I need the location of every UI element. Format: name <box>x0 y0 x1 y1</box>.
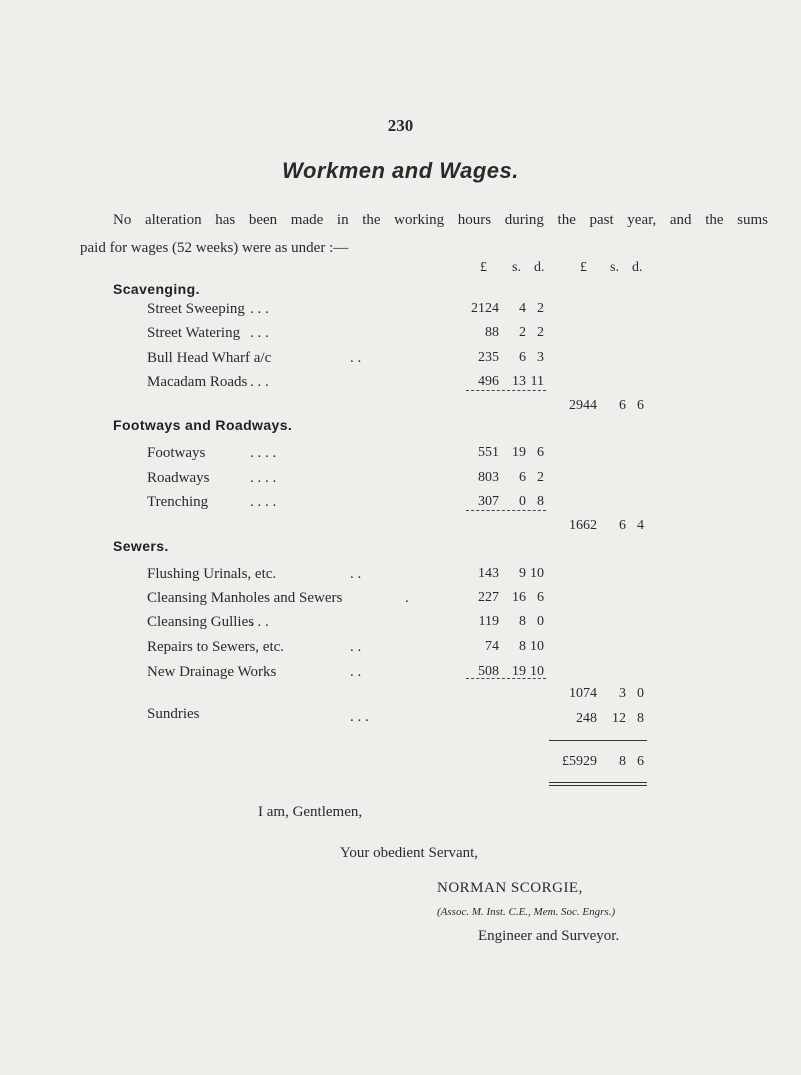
subtotal-rule <box>466 390 546 391</box>
line-item-label: Repairs to Sewers, etc. <box>147 639 285 655</box>
section-total-pounds: 1662 <box>569 518 597 533</box>
line-item-shillings: 2 <box>519 325 526 340</box>
line-item-shillings: 0 <box>519 494 526 509</box>
line-item-shillings: 8 <box>519 639 526 654</box>
closing-servant: Your obedient Servant, <box>340 845 479 861</box>
section-total-shillings: 6 <box>619 518 626 533</box>
signatory-qualifications: (Assoc. M. Inst. C.E., Mem. Soc. Engrs.) <box>437 906 616 918</box>
sundries-pence: 8 <box>637 711 644 726</box>
line-item-pounds: 508 <box>478 664 499 679</box>
signatory-position: Engineer and Surveyor. <box>478 928 620 944</box>
line-item-pence: 10 <box>530 664 544 679</box>
line-item-shillings: 9 <box>519 566 526 581</box>
line-item-label: Trenching <box>147 494 209 510</box>
signatory-name: NORMAN SCORGIE, <box>437 880 583 896</box>
header-pence-total: d. <box>632 260 643 275</box>
line-item-label: Roadways <box>147 470 210 486</box>
grand-total-shillings: 8 <box>619 754 626 769</box>
line-item-shillings: 19 <box>512 664 526 679</box>
line-item-pounds: 119 <box>478 614 499 629</box>
section-total-pounds: 2944 <box>569 398 597 413</box>
line-item-pounds: 143 <box>478 566 499 581</box>
intro-line-2: paid for wages (52 weeks) were as under :— <box>80 240 349 256</box>
line-item-label: Macadam Roads <box>147 374 248 390</box>
section-total-shillings: 6 <box>619 398 626 413</box>
leader-dots: . . . <box>250 374 269 390</box>
line-item-pounds: 551 <box>478 445 499 460</box>
line-item-pence: 2 <box>537 470 544 485</box>
line-item-pence: 2 <box>537 301 544 316</box>
header-shillings-total: s. <box>610 260 619 275</box>
section-heading: Footways and Roadways. <box>113 417 293 433</box>
line-item-shillings: 13 <box>512 374 526 389</box>
line-item-pounds: 235 <box>478 350 499 365</box>
leader-dots: . . <box>350 566 362 582</box>
section-total-pence: 4 <box>637 518 644 533</box>
intro-line-1: No alteration has been made in the working hours during the past year, and the sums <box>113 212 768 228</box>
section-total-pence: 6 <box>637 398 644 413</box>
line-item-shillings: 6 <box>519 470 526 485</box>
subtotal-rule <box>466 510 546 511</box>
line-item-label: Footways <box>147 445 206 461</box>
section-total-shillings: 3 <box>619 686 626 701</box>
section-heading: Scavenging. <box>113 281 200 297</box>
line-item-pence: 0 <box>537 614 544 629</box>
line-item-label: Cleansing Manholes and Sewers <box>147 590 343 606</box>
leader-dots: . <box>405 590 409 606</box>
line-item-pence: 3 <box>537 350 544 365</box>
line-item-pence: 6 <box>537 590 544 605</box>
sundries-label: Sundries <box>147 706 200 722</box>
line-item-pence: 8 <box>537 494 544 509</box>
line-item-shillings: 6 <box>519 350 526 365</box>
line-item-pence: 6 <box>537 445 544 460</box>
leader-dots: . . . <box>250 301 269 317</box>
line-item-label: Cleansing Gullies <box>147 614 255 630</box>
header-pounds: £ <box>480 260 487 275</box>
grand-total-rule-top <box>549 740 647 741</box>
line-item-pounds: 803 <box>478 470 499 485</box>
line-item-label: Flushing Urinals, etc. <box>147 566 277 582</box>
line-item-pounds: 2124 <box>471 301 499 316</box>
line-item-pounds: 88 <box>485 325 499 340</box>
leader-dots: . . . . <box>250 470 277 486</box>
page-title: Workmen and Wages. <box>282 158 519 183</box>
leader-dots: . . <box>350 664 362 680</box>
sundries-pounds: 248 <box>576 711 597 726</box>
grand-total-rule-bottom-1 <box>549 782 647 783</box>
subtotal-rule <box>466 678 546 679</box>
page-number: 230 <box>387 116 414 135</box>
line-item-label: Bull Head Wharf a/c <box>147 350 272 366</box>
line-item-pence: 2 <box>537 325 544 340</box>
line-item-pounds: 307 <box>478 494 499 509</box>
leader-dots: . . . <box>250 614 269 630</box>
line-item-shillings: 8 <box>519 614 526 629</box>
section-total-pounds: 1074 <box>569 686 597 701</box>
section-total-pence: 0 <box>637 686 644 701</box>
line-item-label: New Drainage Works <box>147 664 277 680</box>
leader-dots: . . <box>350 350 362 366</box>
sundries-shillings: 12 <box>612 711 626 726</box>
leader-dots: . . . <box>250 325 269 341</box>
grand-total-pounds: £5929 <box>562 754 597 769</box>
closing-salutation: I am, Gentlemen, <box>258 804 363 820</box>
leader-dots: . . . . <box>250 494 277 510</box>
line-item-pence: 11 <box>530 374 544 389</box>
line-item-pence: 10 <box>530 639 544 654</box>
leader-dots: . . <box>350 639 362 655</box>
line-item-pounds: 227 <box>478 590 499 605</box>
line-item-shillings: 4 <box>519 301 526 316</box>
line-item-pounds: 74 <box>485 639 499 654</box>
line-item-pounds: 496 <box>478 374 499 389</box>
header-pounds-total: £ <box>580 260 587 275</box>
line-item-label: Street Sweeping <box>147 301 245 317</box>
line-item-shillings: 19 <box>512 445 526 460</box>
grand-total-rule-bottom-2 <box>549 785 647 786</box>
section-heading: Sewers. <box>113 538 169 554</box>
header-shillings: s. <box>512 260 521 275</box>
line-item-pence: 10 <box>530 566 544 581</box>
header-pence: d. <box>534 260 545 275</box>
leader-dots: . . . . <box>250 445 277 461</box>
line-item-shillings: 16 <box>512 590 526 605</box>
line-item-label: Street Watering <box>147 325 241 341</box>
leader-dots: . . . <box>350 709 369 725</box>
grand-total-pence: 6 <box>637 754 644 769</box>
